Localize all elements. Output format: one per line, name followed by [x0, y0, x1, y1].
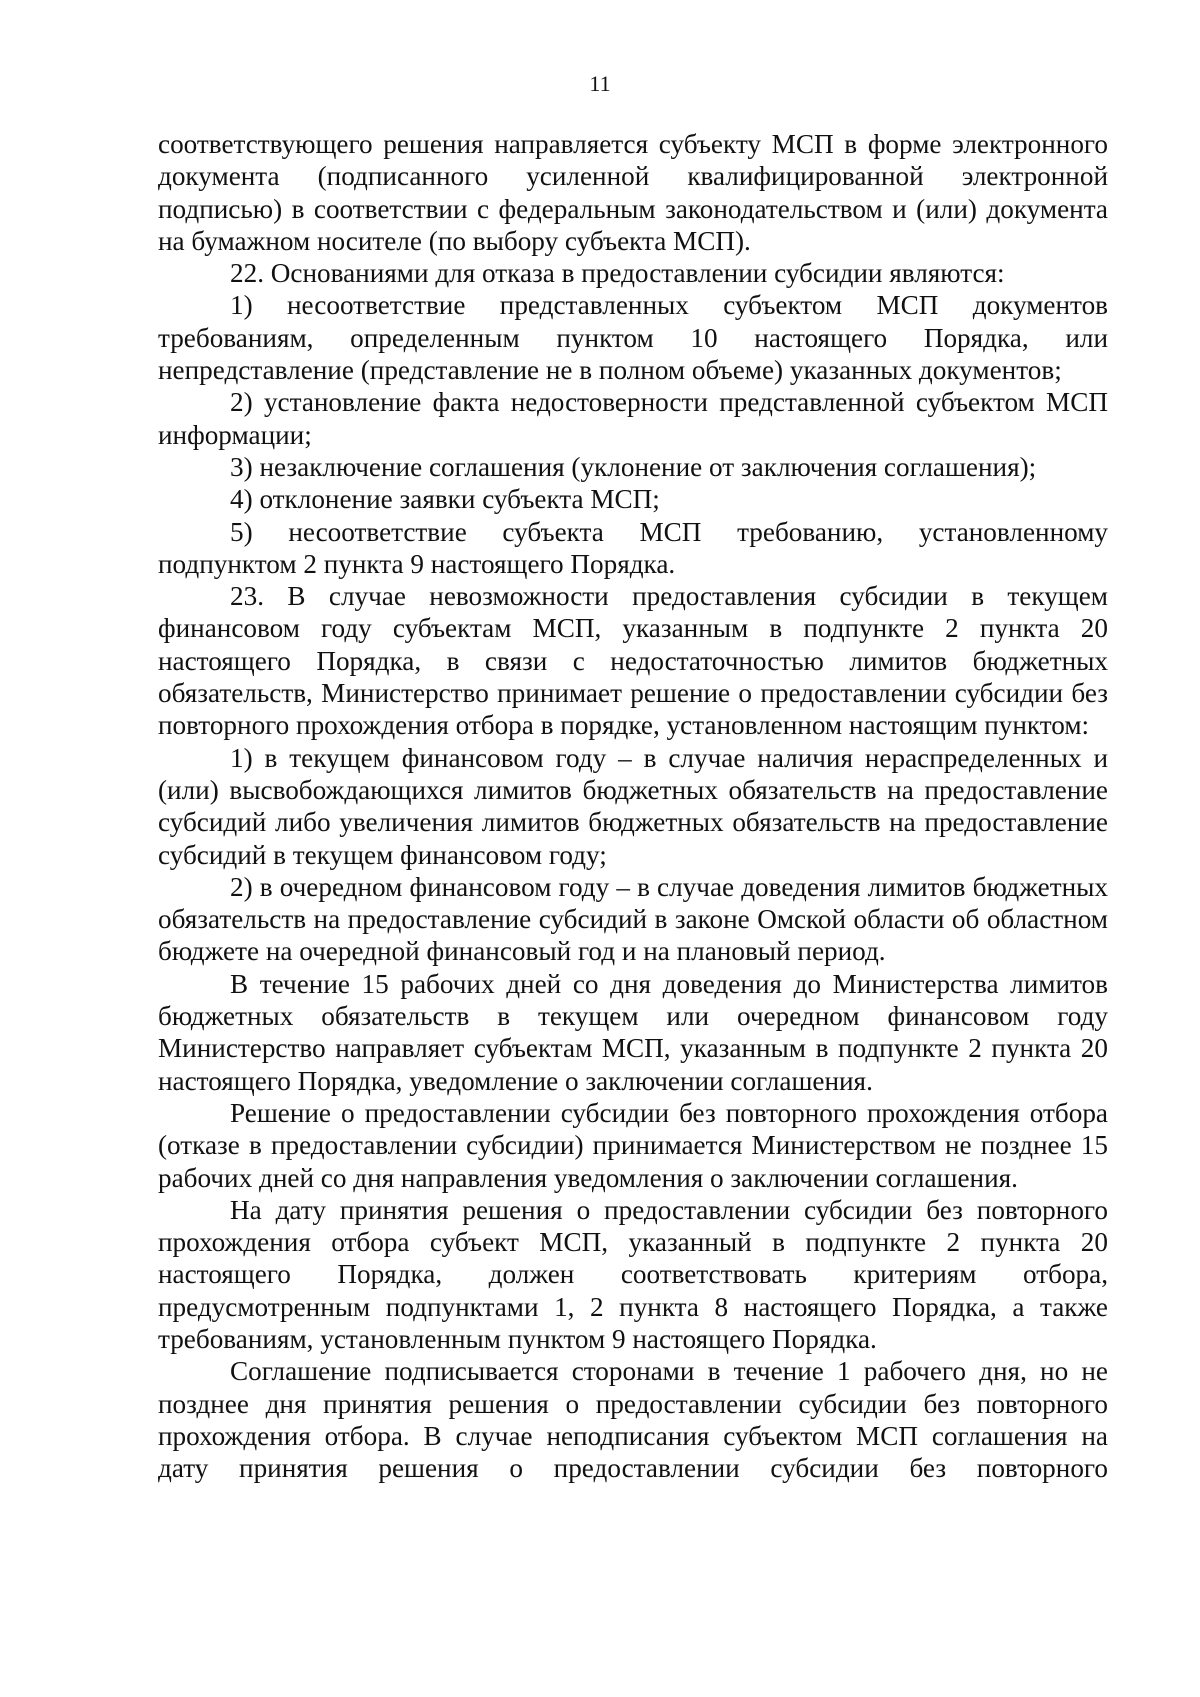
- list-item-22-4: 4) отклонение заявки субъекта МСП;: [230, 484, 660, 515]
- page-number: 11: [589, 71, 611, 96]
- paragraph-clause-22: 22. Основаниями для отказа в предоставлении субсидии являются:: [230, 258, 1005, 289]
- paragraph-decision-deadline: Решение о предоставлении субсидии без повторного прохождения отбора (отказе в предоставлении субсидии) принимается Министерством не позднее 15 рабочих дней со дня направления уведомления о заключении соглашения.: [158, 1097, 1108, 1193]
- list-item-23-2: 2) в очередном финансовом году – в случае доведения лимитов бюджетных обязательств на предоставление субсидий в законе Омской области об областном бюджете на очередной финансовый год и на плановый период.: [158, 871, 1108, 967]
- paragraph-continuation: соответствующего решения направляется субъекту МСП в форме электронного документа (подписанного усиленной квалифицированной электронной подписью) в соответствии с федеральным законодательством и (или) документа на бумажном носителе (по выбору субъекта МСП).: [158, 129, 1108, 256]
- list-item-22-2: 2) установление факта недостоверности представленной субъектом МСП информации;: [158, 387, 1108, 450]
- paragraph-clause-23: 23. В случае невозможности предоставления субсидии в текущем финансовом году субъектам МСП, указанным в подпункте 2 пункта 20 настоящего Порядка, в связи с недостаточностью лимитов бюджетных обязательств, Министерство принимает решение о предоставлении субсидии без повторного прохождения отбора в порядке, установленном настоящим пунктом:: [158, 581, 1108, 741]
- paragraph-agreement-signing: Соглашение подписывается сторонами в течение 1 рабочего дня, но не позднее дня принятия решения о предоставлении субсидии без повторного прохождения отбора. В случае неподписания субъектом МСП соглашения на дату принятия решения о предоставлении субсидии без повторного: [158, 1356, 1108, 1484]
- list-item-22-3: 3) незаключение соглашения (уклонение от заключения соглашения);: [230, 451, 1037, 482]
- document-body: [158, 128, 1108, 1484]
- paragraph-notification-deadline: В течение 15 рабочих дней со дня доведения до Министерства лимитов бюджетных обязательств в текущем или очередном финансовом году Министерство направляет субъектам МСП, указанным в подпункте 2 пункта 20 настоящего Порядка, уведомление о заключении соглашения.: [158, 968, 1108, 1096]
- list-item-22-1: 1) несоответствие представленных субъектом МСП документов требованиям, определенным пунктом 10 настоящего Порядка, или непредставление (представление не в полном объеме) указанных документов;: [158, 290, 1108, 386]
- list-item-23-1: 1) в текущем финансовом году – в случае наличия нераспределенных и (или) высвобождающихся лимитов бюджетных обязательств на предоставление субсидий либо увеличения лимитов бюджетных обязательств на предоставление субсидий в текущем финансовом году;: [158, 742, 1108, 870]
- paragraph-eligibility-criteria: На дату принятия решения о предоставлении субсидии без повторного прохождения отбора субъект МСП, указанный в подпункте 2 пункта 20 настоящего Порядка, должен соответствовать критериям отбора, предусмотренным подпунктами 1, 2 пункта 8 настоящего Порядка, а также требованиям, установленным пунктом 9 настоящего Порядка.: [158, 1194, 1108, 1354]
- list-item-22-5: 5) несоответствие субъекта МСП требованию, установленному подпунктом 2 пункта 9 настоящего Порядка.: [158, 516, 1108, 579]
